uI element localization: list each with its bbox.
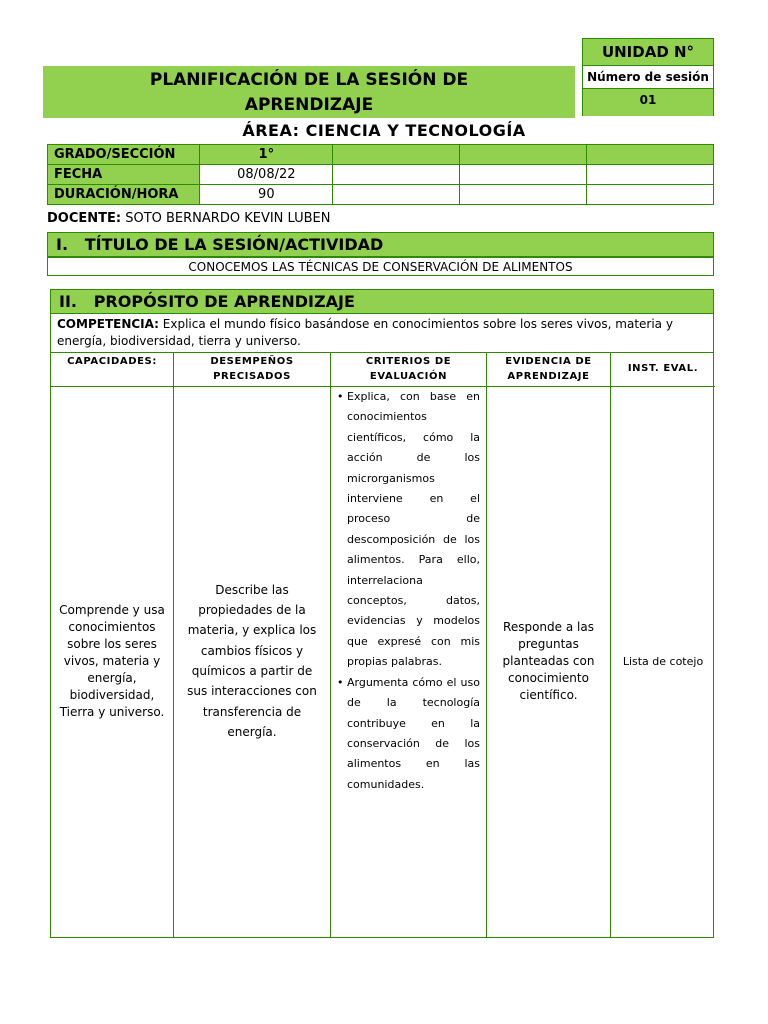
section-2-number: II. bbox=[59, 292, 77, 311]
duracion-label: DURACIÓN/HORA bbox=[48, 185, 200, 205]
empty-cell bbox=[587, 145, 714, 165]
section-1-number: I. bbox=[56, 235, 69, 254]
capacidades-cell: Comprende y usa conocimientos sobre los seres vivos, materia y energía, biodiversidad, Tierra y universo. bbox=[59, 602, 165, 719]
grado-label: GRADO/SECCIÓN bbox=[48, 145, 200, 165]
area-heading: ÁREA: CIENCIA Y TECNOLOGÍA bbox=[242, 121, 526, 140]
criterios-column bbox=[331, 353, 487, 937]
capacidades-column bbox=[51, 353, 174, 937]
competencia-text: Explica el mundo físico basándose en conocimientos sobre los seres vivos, materia y energía, biodiversidad, tierra y universo. bbox=[57, 317, 673, 348]
evidencia-header: EVIDENCIA DE APRENDIZAJE bbox=[487, 353, 610, 387]
title-line-1: PLANIFICACIÓN DE LA SESIÓN DE bbox=[149, 70, 469, 90]
page-title bbox=[43, 66, 575, 118]
section-1-title: TÍTULO DE LA SESIÓN/ACTIVIDAD bbox=[84, 235, 384, 254]
competencia-label: COMPETENCIA: bbox=[57, 317, 159, 331]
capacidades-header: CAPACIDADES: bbox=[51, 353, 173, 387]
competencia bbox=[50, 314, 714, 352]
empty-cell bbox=[333, 185, 460, 205]
duracion-value: 90 bbox=[200, 185, 333, 205]
inst-header: INST. EVAL. bbox=[611, 353, 715, 387]
info-table bbox=[47, 144, 714, 205]
empty-cell bbox=[587, 165, 714, 185]
section-2-title: PROPÓSITO DE APRENDIZAJE bbox=[93, 292, 355, 311]
empty-cell bbox=[587, 185, 714, 205]
empty-cell bbox=[460, 145, 587, 165]
session-title: CONOCEMOS LAS TÉCNICAS DE CONSERVACIÓN DE ALIMENTOS bbox=[47, 257, 714, 276]
title-line-2: APRENDIZAJE bbox=[244, 95, 374, 115]
empty-cell bbox=[460, 165, 587, 185]
criterios-list bbox=[337, 387, 480, 795]
desempenos-column bbox=[174, 353, 331, 937]
desempenos-cell: Describe las propiedades de la materia, y explica los cambios físicos y químicos a partir de sus interacciones con transferencia de energía. bbox=[187, 582, 317, 739]
unidad-box bbox=[582, 38, 714, 116]
criterio-item: • Explica, con base en conocimientos científicos, cómo la acción de los microrganismos interviene en el proceso de descomposición de los alimentos. Para ello, interrelaciona conceptos, datos, evidencias y modelos que expresé con mis propias palabras. bbox=[337, 387, 480, 673]
docente-line bbox=[47, 211, 331, 226]
evidencia-cell: Responde a las preguntas planteadas con conocimiento científico. bbox=[502, 619, 595, 702]
empty-cell bbox=[460, 185, 587, 205]
info-row-fecha bbox=[48, 165, 714, 185]
criterio-item: • Argumenta cómo el uso de la tecnología contribuye en la conservación de los alimentos en las comunidades. bbox=[337, 673, 480, 795]
inst-column bbox=[611, 353, 715, 937]
docente-name: SOTO BERNARDO KEVIN LUBEN bbox=[121, 211, 331, 226]
grado-value: 1° bbox=[200, 145, 333, 165]
inst-cell: Lista de cotejo bbox=[622, 654, 704, 668]
info-row-duracion bbox=[48, 185, 714, 205]
sesion-number: 01 bbox=[583, 89, 713, 116]
evidencia-column bbox=[487, 353, 611, 937]
empty-cell bbox=[333, 165, 460, 185]
learning-table bbox=[50, 352, 714, 938]
info-row-grado bbox=[48, 145, 714, 165]
section-2-heading bbox=[50, 289, 714, 314]
fecha-value: 08/08/22 bbox=[200, 165, 333, 185]
desempenos-header: DESEMPEÑOS PRECISADOS bbox=[174, 353, 330, 387]
empty-cell bbox=[333, 145, 460, 165]
docente-label: DOCENTE: bbox=[47, 211, 122, 226]
unidad-label: UNIDAD N° bbox=[583, 39, 713, 66]
sesion-label: Número de sesión bbox=[583, 66, 713, 89]
criterios-header: CRITERIOS DE EVALUACIÓN bbox=[331, 353, 486, 387]
section-1-heading bbox=[47, 232, 714, 257]
fecha-label: FECHA bbox=[48, 165, 200, 185]
